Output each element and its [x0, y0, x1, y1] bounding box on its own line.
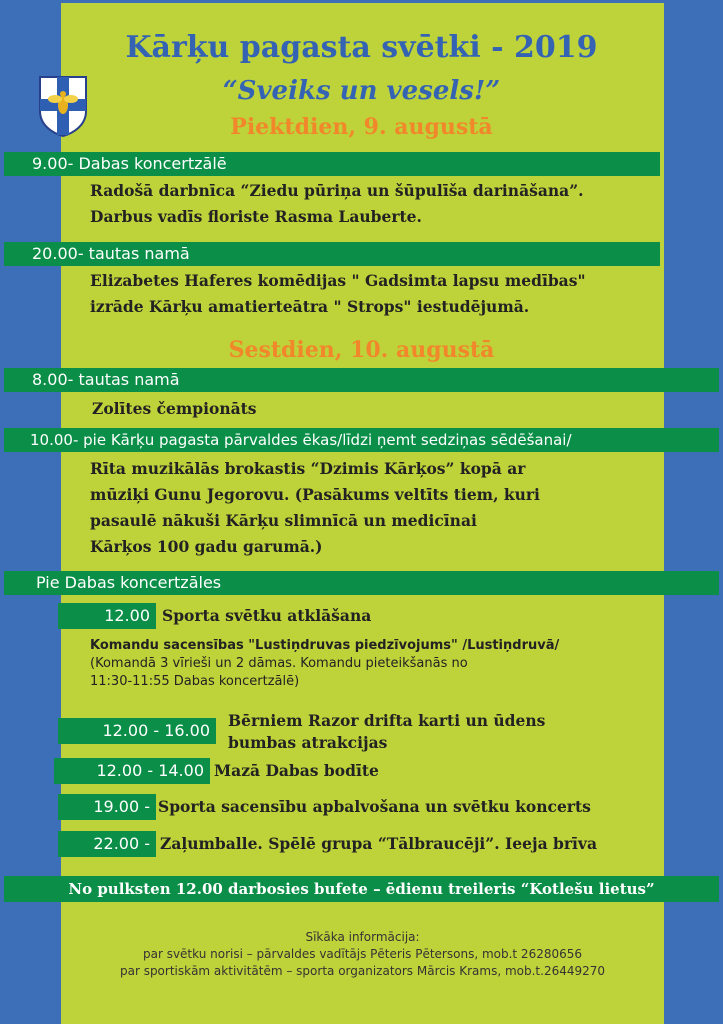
event-time: 10.00 — [30, 431, 73, 449]
poster-subtitle: “Sveiks un vesels!” — [222, 76, 501, 106]
event-description — [90, 456, 540, 560]
event-place: - tautas namā — [77, 244, 190, 263]
event-title: Sporta svētku atklāšana — [162, 606, 372, 625]
friday-heading: Piektdien, 9. augustā — [230, 114, 493, 140]
event-note: /līdzi ņemt sedziņas sēdēšanai/ — [337, 431, 572, 449]
buffet-bar: No pulksten 12.00 darbosies bufete – ēdienu treileris “Kotlešu lietus” — [4, 876, 719, 902]
section-bar: Pie Dabas koncertzāles — [4, 571, 719, 595]
event-title: Mazā Dabas bodīte — [214, 761, 379, 780]
event-title — [228, 710, 545, 754]
event-time: 12.00 - 14.00 — [54, 758, 210, 784]
event-time: 19.00 - — [58, 794, 156, 820]
event-time: 9.00 — [32, 154, 68, 173]
description-line: Bērniem Razor drifta karti un ūdens — [228, 711, 546, 730]
event-description: Zolītes čempionāts — [92, 399, 257, 418]
description-line: Rīta muzikālās brokastis “Dzimis Kārķos” kopā ar — [90, 459, 526, 478]
description-line: Kārķos 100 gadu garumā.) — [90, 537, 323, 556]
description-line: mūziķi Gunu Jegorovu. (Pasākums veltīts tiem, kuri — [90, 485, 540, 504]
team-note: (Komandā 3 vīrieši un 2 dāmas. Komandu pieteikšanās no — [90, 656, 468, 671]
event-place: - pie Kārķu pagasta pārvaldes ēkas — [72, 431, 338, 449]
event-place: - tautas namā — [67, 370, 180, 389]
team-title: Komandu sacensības "Lustiņdruvas piedzīvojums" /Lustiņdruvā/ — [90, 638, 560, 653]
description-line: pasaulē nākuši Kārķu slimnīcā un medicīnai — [90, 511, 477, 530]
description-line: bumbas atrakcijas — [228, 733, 388, 752]
info-line: par sportiskām aktivitātēm – sporta organizators Mārcis Krams, mob.t.26449270 — [119, 964, 606, 978]
event-time: 20.00 — [32, 244, 78, 263]
event-title: Zaļumballe. Spēlē grupa “Tālbraucēji”. Ieeja brīva — [160, 834, 597, 853]
event-bar-friday-1 — [4, 152, 660, 176]
info-heading: Sīkāka informācija: — [305, 930, 420, 944]
event-title: Sporta sacensību apbalvošana un svētku koncerts — [158, 797, 591, 816]
description-line: Darbus vadīs floriste Rasma Lauberte. — [90, 207, 422, 226]
description-line: Radošā darbnīca “Ziedu pūriņa un šūpulīša darināšana”. — [90, 181, 584, 200]
event-bar-saturday-2 — [4, 428, 719, 452]
info-line: par svētku norisi – pārvaldes vadītājs Pēteris Pētersons, mob.t 26280656 — [142, 947, 583, 961]
event-place: - Dabas koncertzālē — [67, 154, 227, 173]
event-description — [90, 268, 586, 320]
event-time: 22.00 - — [58, 831, 156, 857]
event-bar-friday-2 — [4, 242, 660, 266]
event-description — [90, 178, 584, 230]
event-time: 12.00 — [58, 603, 156, 629]
saturday-heading: Sestdien, 10. augustā — [228, 337, 495, 363]
description-line: izrāde Kārķu amatierteātra " Strops" iestudējumā. — [90, 297, 530, 316]
event-time: 8.00 — [32, 370, 68, 389]
poster-title: Kārķu pagasta svētki - 2019 — [125, 30, 598, 65]
event-bar-saturday-1 — [4, 368, 719, 392]
team-note: 11:30-11:55 Dabas koncertzālē) — [90, 674, 300, 689]
description-line: Elizabetes Haferes komēdijas " Gadsimta lapsu medības" — [90, 271, 586, 290]
event-time: 12.00 - 16.00 — [58, 718, 216, 744]
